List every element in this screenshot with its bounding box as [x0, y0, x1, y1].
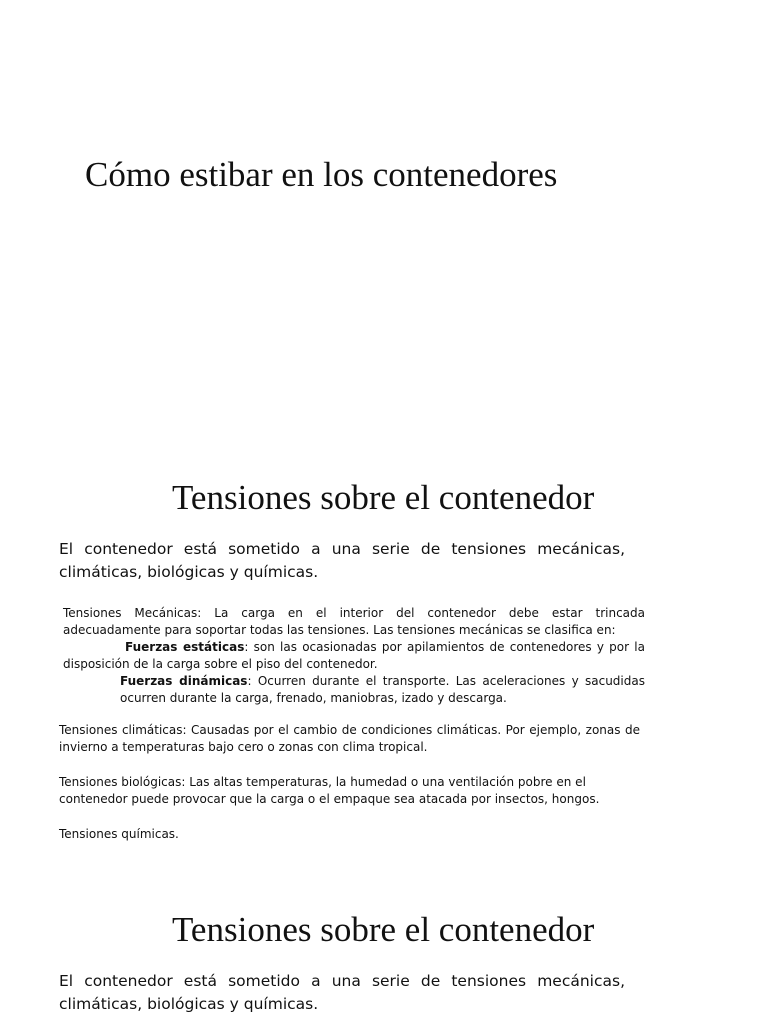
- chemical-tensions-paragraph: Tensiones químicas.: [59, 827, 179, 841]
- dynamic-forces-paragraph: [63, 673, 645, 707]
- intro-paragraph: El contenedor está sometido a una serie de tensiones mecánicas, climáticas, biológicas y químicas.: [59, 972, 625, 1013]
- static-forces-paragraph: [63, 639, 645, 673]
- slide-title: Cómo estibar en los contenedores: [85, 155, 558, 194]
- mechanical-tensions-section: [63, 605, 645, 707]
- slide-title: Tensiones sobre el contenedor: [172, 910, 595, 949]
- climatic-tensions-paragraph: Tensiones climáticas: Causadas por el cambio de condiciones climáticas. Por ejemplo, zonas de invierno a temperaturas bajo cero o zonas con clima tropical.: [59, 723, 640, 754]
- biological-tensions-paragraph: Tensiones biológicas: Las altas temperaturas, la humedad o una ventilación pobre en el contenedor puede provocar que la carga o el empaque sea atacada por insectos, hongos.: [59, 775, 600, 806]
- static-forces-text: : son las ocasionadas por apilamientos de contenedores y por la disposición de la carga sobre el piso del contenedor.: [63, 640, 645, 671]
- intro-paragraph: El contenedor está sometido a una serie de tensiones mecánicas, climáticas, biológicas y químicas.: [59, 540, 625, 581]
- dynamic-forces-text: : Ocurren durante el transporte. Las aceleraciones y sacudidas ocurren durante la carga, frenado, maniobras, izado y descarga.: [120, 674, 645, 705]
- static-forces-term: Fuerzas estáticas: [125, 640, 245, 654]
- mechanical-tensions-paragraph: Tensiones Mecánicas: La carga en el interior del contenedor debe estar trincada adecuadamente para soportar todas las tensiones. Las tensiones mecánicas se clasifica en:: [63, 606, 645, 637]
- dynamic-forces-term: Fuerzas dinámicas: [120, 674, 248, 688]
- slide-title: Tensiones sobre el contenedor: [172, 478, 595, 517]
